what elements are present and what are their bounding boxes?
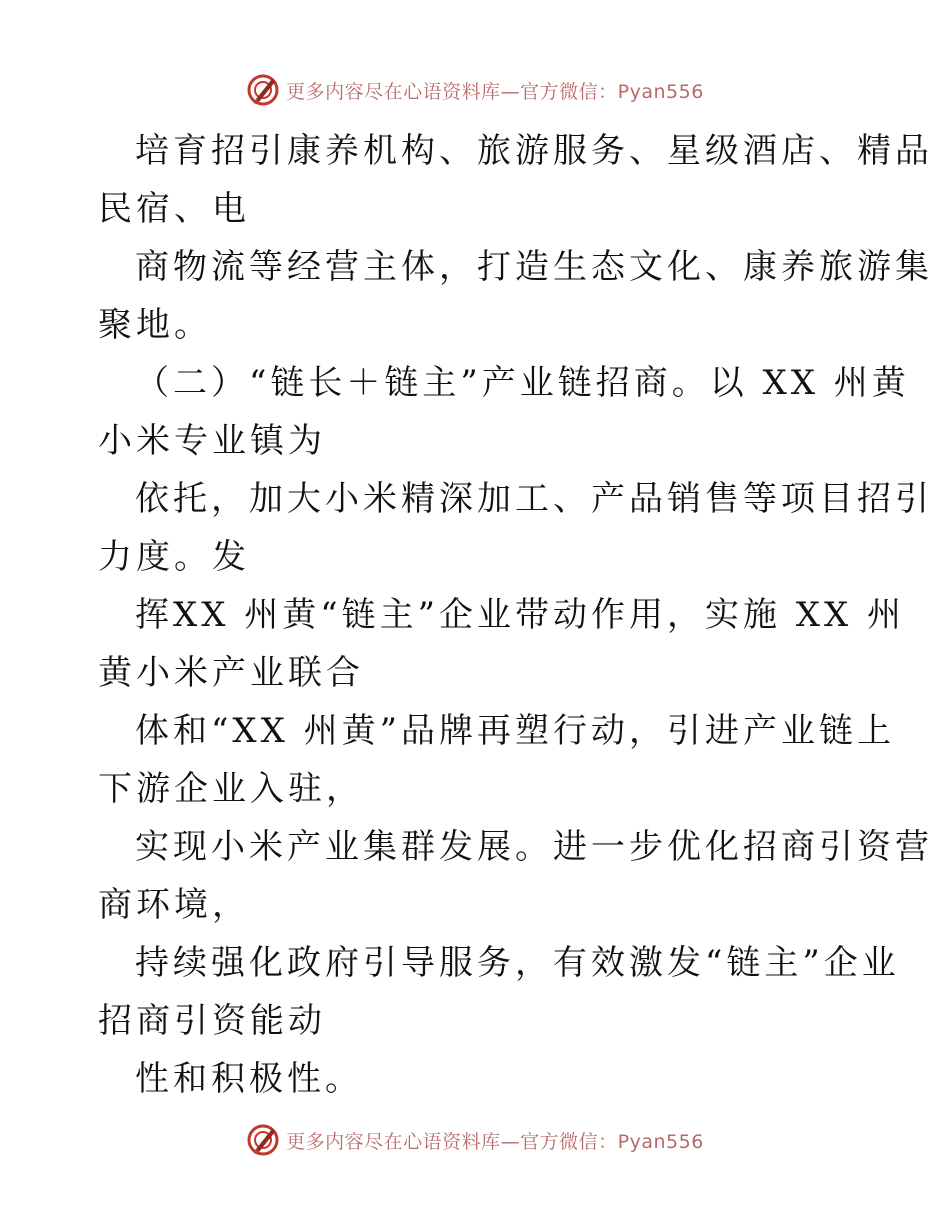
header-banner-text: 更多内容尽在心语资料库—官方微信：Pyan556 <box>286 80 704 103</box>
section-heading-line: （二）“链长＋链主”产业链招商。以 XX 州黄 <box>135 363 910 403</box>
body-line: 依托，加大小米精深加工、产品销售等项目招引 <box>135 479 933 519</box>
header-banner <box>0 70 950 110</box>
body-line: 商环境， <box>98 885 250 925</box>
body-line: 挥XX 州黄“链主”企业带动作用，实施 XX 州 <box>135 595 906 635</box>
body-line: 黄小米产业联合 <box>98 653 364 693</box>
pen-logo-icon <box>246 73 280 107</box>
body-line: 体和“XX 州黄”品牌再塑行动，引进产业链上 <box>135 711 895 751</box>
footer-banner <box>0 1120 950 1160</box>
body-line: 商物流等经营主体，打造生态文化、康养旅游集 <box>135 247 933 287</box>
body-line: 力度。发 <box>98 537 250 577</box>
body-line: 聚地。 <box>98 305 212 345</box>
document-body <box>98 122 933 1108</box>
body-line: 民宿、电 <box>98 189 250 229</box>
pen-logo-icon <box>246 1123 280 1157</box>
body-line: 实现小米产业集群发展。进一步优化招商引资营 <box>135 827 933 867</box>
body-line: 小米专业镇为 <box>98 421 326 461</box>
body-line: 性和积极性。 <box>135 1059 363 1099</box>
body-line: 招商引资能动 <box>98 1001 326 1041</box>
footer-banner-text: 更多内容尽在心语资料库—官方微信：Pyan556 <box>286 1130 704 1153</box>
body-line: 培育招引康养机构、旅游服务、星级酒店、精品 <box>135 131 933 171</box>
body-line: 下游企业入驻， <box>98 769 364 809</box>
body-line: 持续强化政府引导服务，有效激发“链主”企业 <box>135 943 900 983</box>
